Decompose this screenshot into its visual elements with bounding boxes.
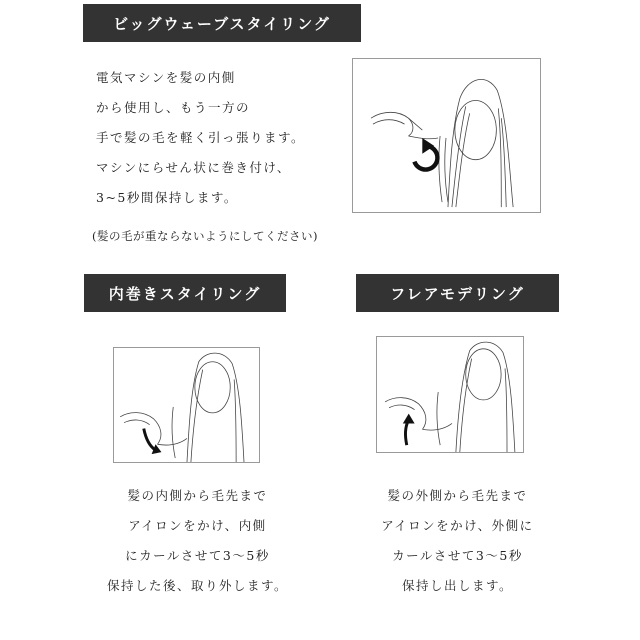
inward-illustration-drawing <box>114 348 259 462</box>
bigwave-section-title: ビッグウェーブスタイリング <box>83 4 361 42</box>
curve-down-arrow-icon <box>144 429 162 455</box>
bigwave-line-2: から使用し、もう一方の <box>96 100 251 115</box>
inward-line-2: アイロンをかけ、内側 <box>128 518 267 533</box>
inward-line-3: にカールさせて3～5秒 <box>125 548 270 563</box>
bigwave-line-4: マシンにらせん状に巻き付け、 <box>96 160 291 175</box>
flare-line-1: 髪の外側から毛先まで <box>387 488 528 503</box>
bigwave-illustration-drawing <box>353 59 540 212</box>
flare-line-2: アイロンをかけ、外側に <box>381 518 534 533</box>
flare-illustration <box>376 336 524 453</box>
bigwave-line-3: 手で髪の毛を軽く引っ張ります。 <box>96 130 306 145</box>
curve-up-arrow-icon <box>403 414 415 445</box>
flare-instructions <box>360 481 555 601</box>
inward-line-1: 髪の内側から毛先まで <box>127 488 268 503</box>
bigwave-line-1: 電気マシンを髪の内側 <box>96 70 236 85</box>
flare-section-title: フレアモデリング <box>356 274 559 312</box>
inward-illustration <box>113 347 260 463</box>
bigwave-line-5: 3~5秒間保持します。 <box>96 190 238 205</box>
flare-line-3: カールさせて3～5秒 <box>392 548 523 563</box>
bigwave-note: (髪の毛が重ならないようにしてください) <box>92 229 318 243</box>
inward-line-4: 保持した後、取り外します。 <box>106 578 288 593</box>
bigwave-instructions <box>96 63 305 213</box>
inward-instructions <box>100 481 295 601</box>
inward-section-title: 内巻きスタイリング <box>84 274 286 312</box>
flare-illustration-drawing <box>377 337 523 452</box>
bigwave-illustration <box>352 58 541 213</box>
flare-line-4: 保持し出します。 <box>401 578 513 593</box>
rotate-clockwise-arrow-icon <box>414 138 437 170</box>
